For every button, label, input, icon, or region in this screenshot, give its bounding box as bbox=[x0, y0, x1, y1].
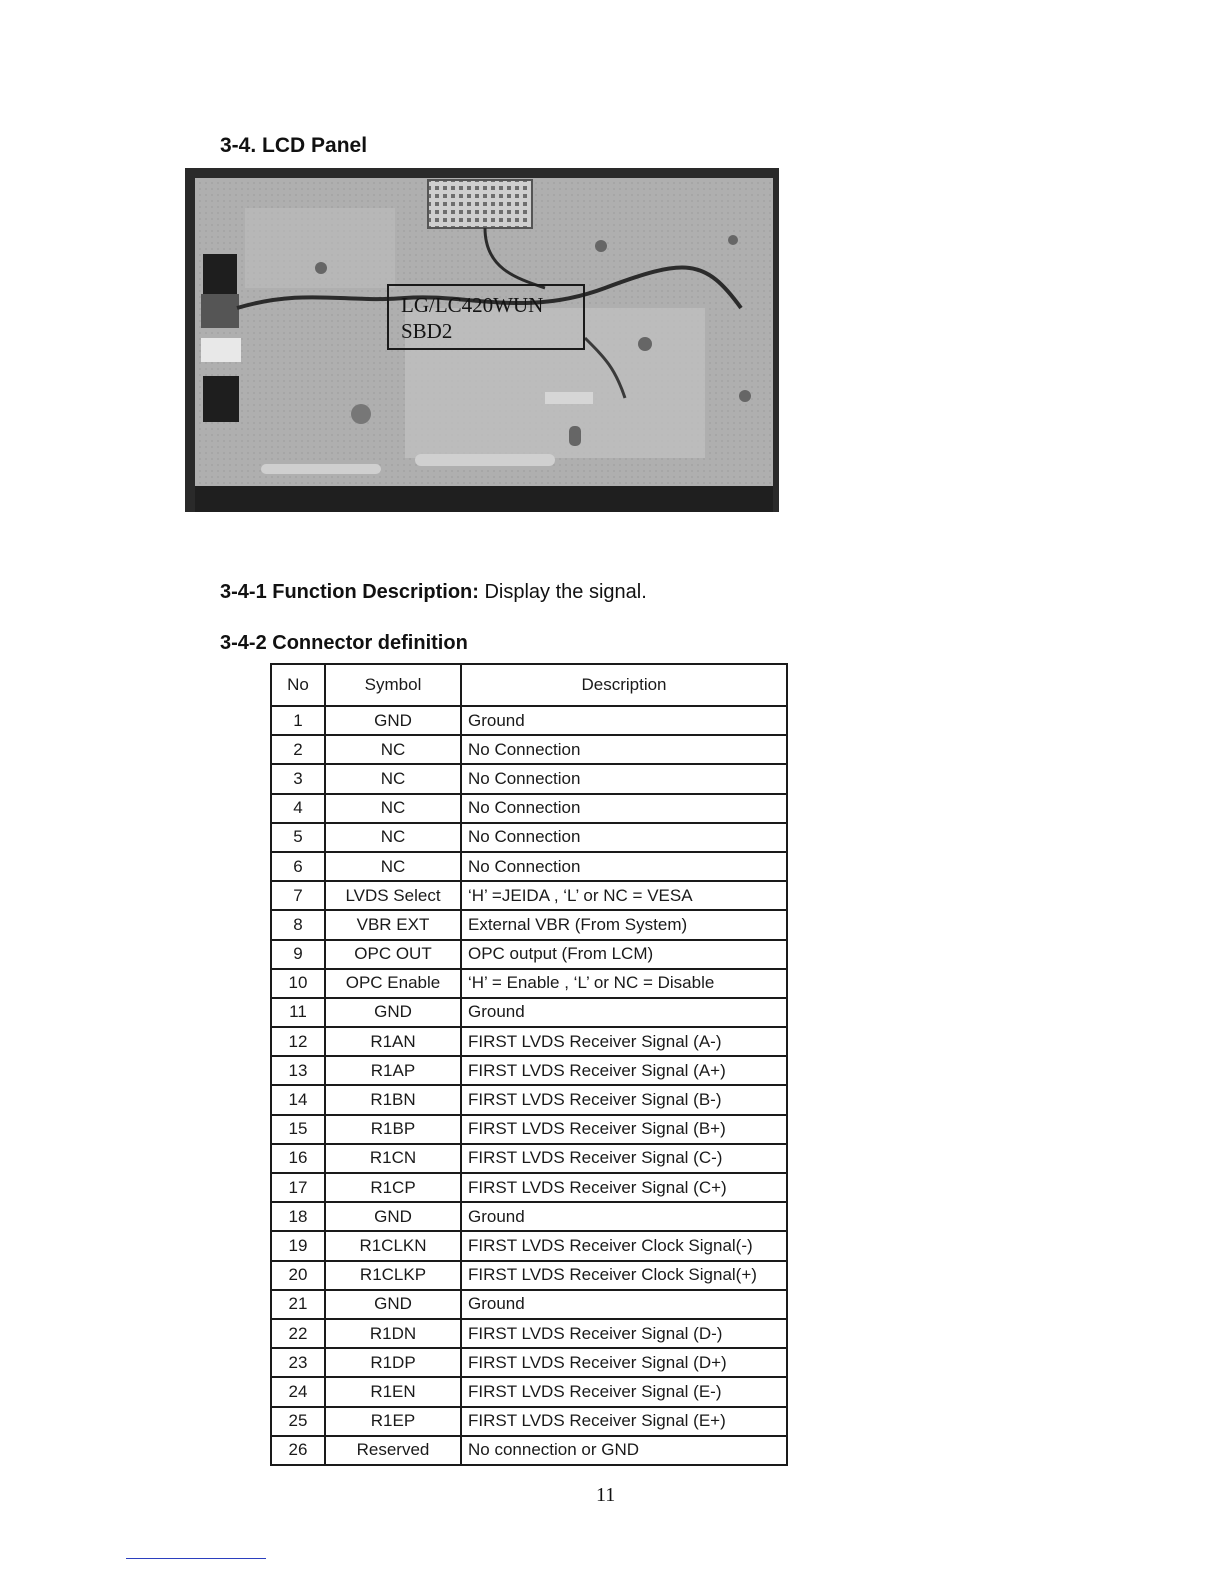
function-description-label: 3-4-1 Function Description: bbox=[220, 581, 479, 603]
pin-description: FIRST LVDS Receiver Clock Signal(+) bbox=[461, 1261, 787, 1290]
pin-description: FIRST LVDS Receiver Signal (E-) bbox=[461, 1377, 787, 1406]
pin-description: FIRST LVDS Receiver Signal (D-) bbox=[461, 1319, 787, 1348]
pin-description: FIRST LVDS Receiver Signal (C+) bbox=[461, 1173, 787, 1202]
table-row bbox=[271, 1085, 787, 1114]
pin-number: 20 bbox=[271, 1261, 325, 1290]
pin-description: FIRST LVDS Receiver Clock Signal(-) bbox=[461, 1231, 787, 1260]
table-row bbox=[271, 1173, 787, 1202]
pin-description: FIRST LVDS Receiver Signal (C-) bbox=[461, 1144, 787, 1173]
table-row bbox=[271, 1056, 787, 1085]
table-row bbox=[271, 1319, 787, 1348]
header-no: No bbox=[271, 664, 325, 706]
pin-symbol: R1BN bbox=[325, 1085, 461, 1114]
model-label-line1: LG/LC420WUN bbox=[401, 293, 544, 317]
pin-number: 8 bbox=[271, 910, 325, 939]
pin-symbol: R1EP bbox=[325, 1407, 461, 1436]
pin-number: 5 bbox=[271, 823, 325, 852]
pin-symbol: GND bbox=[325, 706, 461, 735]
function-description-value: Display the signal. bbox=[484, 581, 647, 603]
pin-number: 22 bbox=[271, 1319, 325, 1348]
pin-description: No Connection bbox=[461, 852, 787, 881]
table-row bbox=[271, 794, 787, 823]
table-row bbox=[271, 735, 787, 764]
table-row bbox=[271, 1231, 787, 1260]
table-row bbox=[271, 1290, 787, 1319]
pin-number: 2 bbox=[271, 735, 325, 764]
pin-number: 18 bbox=[271, 1202, 325, 1231]
pin-symbol: R1BP bbox=[325, 1115, 461, 1144]
pin-number: 1 bbox=[271, 706, 325, 735]
pin-symbol: R1CN bbox=[325, 1144, 461, 1173]
pin-number: 3 bbox=[271, 764, 325, 793]
pin-description: No Connection bbox=[461, 794, 787, 823]
pin-number: 7 bbox=[271, 881, 325, 910]
section-title: 3-4. LCD Panel bbox=[220, 134, 368, 157]
pin-number: 26 bbox=[271, 1436, 325, 1465]
pin-symbol: LVDS Select bbox=[325, 881, 461, 910]
pin-number: 17 bbox=[271, 1173, 325, 1202]
pin-description: No Connection bbox=[461, 823, 787, 852]
table-row bbox=[271, 1027, 787, 1056]
pin-number: 13 bbox=[271, 1056, 325, 1085]
pin-symbol: NC bbox=[325, 764, 461, 793]
pin-description: FIRST LVDS Receiver Signal (A-) bbox=[461, 1027, 787, 1056]
pin-symbol: R1CP bbox=[325, 1173, 461, 1202]
pin-symbol: R1EN bbox=[325, 1377, 461, 1406]
pin-symbol: OPC Enable bbox=[325, 969, 461, 998]
model-label-line2: SBD2 bbox=[401, 319, 453, 343]
pin-number: 21 bbox=[271, 1290, 325, 1319]
pin-symbol: R1AP bbox=[325, 1056, 461, 1085]
connector-definition-title: 3-4-2 Connector definition bbox=[220, 632, 468, 654]
pin-symbol: R1DN bbox=[325, 1319, 461, 1348]
pin-description: OPC output (From LCM) bbox=[461, 940, 787, 969]
table-row bbox=[271, 1407, 787, 1436]
function-description bbox=[220, 581, 647, 604]
pin-description: Ground bbox=[461, 706, 787, 735]
pin-symbol: NC bbox=[325, 823, 461, 852]
connector-table bbox=[270, 663, 788, 1466]
pin-description: External VBR (From System) bbox=[461, 910, 787, 939]
table-row bbox=[271, 706, 787, 735]
header-description: Description bbox=[461, 664, 787, 706]
pin-number: 15 bbox=[271, 1115, 325, 1144]
pin-description: FIRST LVDS Receiver Signal (B-) bbox=[461, 1085, 787, 1114]
pin-number: 9 bbox=[271, 940, 325, 969]
table-row bbox=[271, 1115, 787, 1144]
pin-number: 19 bbox=[271, 1231, 325, 1260]
footnote-divider bbox=[126, 1558, 266, 1559]
pin-symbol: Reserved bbox=[325, 1436, 461, 1465]
pin-symbol: R1CLKP bbox=[325, 1261, 461, 1290]
table-row bbox=[271, 764, 787, 793]
table-row bbox=[271, 1436, 787, 1465]
pin-symbol: NC bbox=[325, 852, 461, 881]
pin-symbol: NC bbox=[325, 794, 461, 823]
pin-number: 6 bbox=[271, 852, 325, 881]
table-row bbox=[271, 969, 787, 998]
table-row bbox=[271, 998, 787, 1027]
pin-description: ‘H’ = Enable , ‘L’ or NC = Disable bbox=[461, 969, 787, 998]
pin-symbol: GND bbox=[325, 1290, 461, 1319]
pin-description: FIRST LVDS Receiver Signal (B+) bbox=[461, 1115, 787, 1144]
table-header-row bbox=[271, 664, 787, 706]
pin-symbol: GND bbox=[325, 998, 461, 1027]
table-row bbox=[271, 852, 787, 881]
pin-number: 4 bbox=[271, 794, 325, 823]
pin-symbol: R1DP bbox=[325, 1348, 461, 1377]
table-row bbox=[271, 823, 787, 852]
pin-symbol: VBR EXT bbox=[325, 910, 461, 939]
pin-description: No Connection bbox=[461, 764, 787, 793]
pin-number: 23 bbox=[271, 1348, 325, 1377]
table-row bbox=[271, 881, 787, 910]
table-row bbox=[271, 1348, 787, 1377]
table-row bbox=[271, 940, 787, 969]
lcd-panel-photo bbox=[185, 168, 779, 512]
pin-number: 11 bbox=[271, 998, 325, 1027]
pin-number: 24 bbox=[271, 1377, 325, 1406]
pin-number: 12 bbox=[271, 1027, 325, 1056]
pin-description: FIRST LVDS Receiver Signal (A+) bbox=[461, 1056, 787, 1085]
pin-description: ‘H’ =JEIDA , ‘L’ or NC = VESA bbox=[461, 881, 787, 910]
table-row bbox=[271, 1144, 787, 1173]
pin-number: 10 bbox=[271, 969, 325, 998]
model-label-box bbox=[387, 284, 585, 350]
pin-symbol: GND bbox=[325, 1202, 461, 1231]
table-row bbox=[271, 1202, 787, 1231]
header-symbol: Symbol bbox=[325, 664, 461, 706]
table-row bbox=[271, 1261, 787, 1290]
pin-symbol: R1AN bbox=[325, 1027, 461, 1056]
table-row bbox=[271, 1377, 787, 1406]
pin-symbol: OPC OUT bbox=[325, 940, 461, 969]
pin-description: Ground bbox=[461, 1290, 787, 1319]
table-row bbox=[271, 910, 787, 939]
pin-number: 16 bbox=[271, 1144, 325, 1173]
pin-symbol: NC bbox=[325, 735, 461, 764]
pin-description: Ground bbox=[461, 1202, 787, 1231]
pin-description: No Connection bbox=[461, 735, 787, 764]
pin-description: No connection or GND bbox=[461, 1436, 787, 1465]
connector-table-body bbox=[271, 706, 787, 1465]
pin-description: FIRST LVDS Receiver Signal (E+) bbox=[461, 1407, 787, 1436]
pin-description: Ground bbox=[461, 998, 787, 1027]
pin-number: 14 bbox=[271, 1085, 325, 1114]
pin-number: 25 bbox=[271, 1407, 325, 1436]
pin-symbol: R1CLKN bbox=[325, 1231, 461, 1260]
pin-description: FIRST LVDS Receiver Signal (D+) bbox=[461, 1348, 787, 1377]
page-number: 11 bbox=[596, 1484, 616, 1506]
